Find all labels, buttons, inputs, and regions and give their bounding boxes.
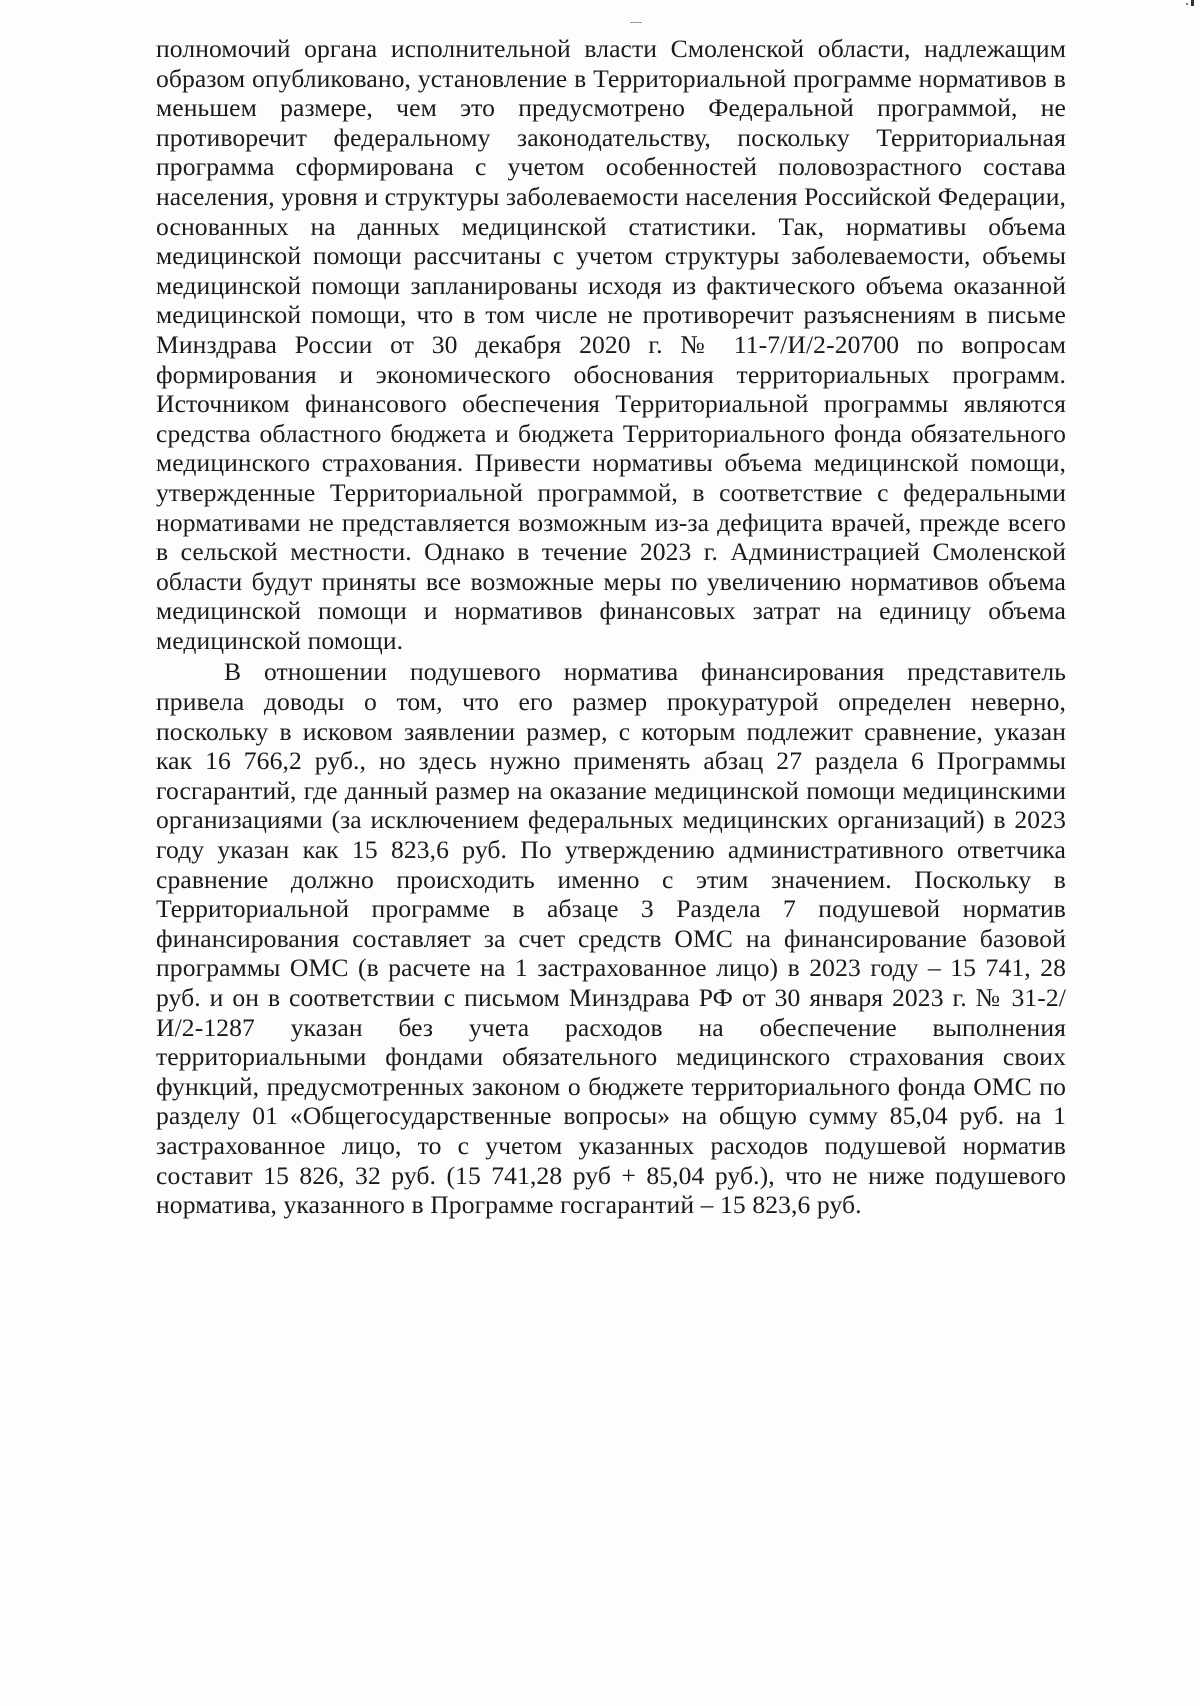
paragraph-per-capita-standard: В отношении подушевого норматива финансирования представитель привела доводы о том, что его размер прокуратурой определен неверно, поскольку в исковом заявлении размер, с которым подлежит сравнение, указан как 16 766,2 руб., но здесь нужно применять абзац 27 раздела 6 Программы госгарантий, где данный размер на оказание медицинской помощи медицинскими организациями (за исключением федеральных медицинских организаций) в 2023 году указан как 15 823,6 руб. По утверждению административного ответчика сравнение должно происходить именно с этим значением. Поскольку в Территориальной программе в абзаце 3 Раздела 7 подушевой норматив финансирования составляет за счет средств ОМС на финансирование базовой программы ОМС (в расчете на 1 застрахованное лицо) в 2023 году – 15 741, 28 руб. и он в соответствии с письмом Минздрава РФ от 30 января 2023 г. № 31-2/И/2-1287 указан без учета расходов на обеспечение выполнения территориальными фондами обязательного медицинского страхования своих функций, предусмотренных законом о бюджете территориального фонда ОМС по разделу 01 «Общегосударственные вопросы» на общую сумму 85,04 руб. на 1 застрахованное лицо, то с учетом указанных расходов подушевой норматив составит 15 826, 32 руб. (15 741,28 руб + 85,04 руб.), что не ниже подушевого норматива, указанного в Программе госгарантий – 15 823,6 руб. bbox=[156, 657, 1066, 1220]
scan-corner-mark bbox=[1186, 0, 1200, 6]
scan-corner-bar bbox=[1191, 0, 1194, 6]
scan-corner-dot bbox=[1186, 3, 1188, 5]
paragraph-continuation: полномочий органа исполнительной власти Смоленской области, надлежащим образом опубликовано, установление в Территориальной программе нормативов в меньшем размере, чем это предусмотрено Федеральной программой, не противоречит федеральному законодательству, поскольку Территориальная программа сформирована с учетом особенностей половозрастного состава населения, уровня и структуры заболеваемости населения Российской Федерации, основанных на данных медицинской статистики. Так, нормативы объема медицинской помощи рассчитаны с учетом структуры заболеваемости, объемы медицинской помощи запланированы исходя из фактического объема оказанной медицинской помощи, что в том числе не противоречит разъяснениям в письме Минздрава России от 30 декабря 2020 г. № 11-7/И/2-20700 по вопросам формирования и экономического обоснования территориальных программ. Источником финансового обеспечения Территориальной программы являются средства областного бюджета и бюджета Территориального фонда обязательного медицинского страхования. Привести нормативы объема медицинской помощи, утвержденные Территориальной программой, в соответствие с федеральными нормативами не представляется возможным из-за дефицита врачей, прежде всего в сельской местности. Однако в течение 2023 г. Администрацией Смоленской области будут приняты все возможные меры по увеличению нормативов объема медицинской помощи и нормативов финансовых затрат на единицу объема медицинской помощи. bbox=[156, 34, 1066, 655]
document-body bbox=[156, 34, 1066, 1220]
scan-speck bbox=[630, 22, 642, 23]
